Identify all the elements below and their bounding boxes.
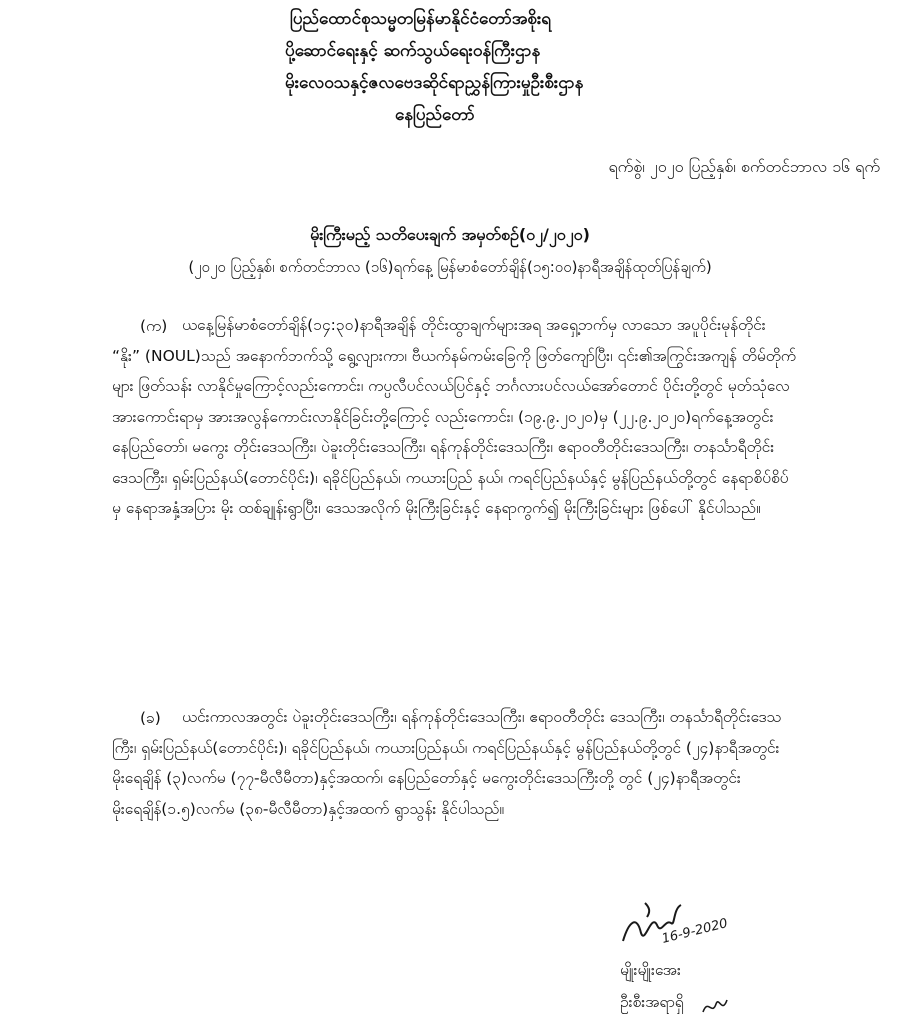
notice-subtitle: (၂၀၂၀ ပြည့်နှစ်၊ စက်တင်ဘာလ (၁၆)ရက်နေ့ မြန်မာစံတော်ချိန်(၁၅:၀၀)နာရီအချိန်ထုတ်ပြန်ချက်)	[188, 258, 712, 276]
paragraph-kha-marker: (ခ)	[140, 709, 161, 727]
signatory-name: မျိုးမျိုးအေး	[620, 961, 681, 979]
notice-title: မိုးကြီးမည့် သတိပေးချက် အမှတ်စဉ်(၀၂/၂၀၂၀)	[310, 225, 590, 244]
signature-date: 16-9-2020	[660, 916, 730, 947]
paragraph-kha-text: ယင်းကာလအတွင်း ပဲခူးတိုင်းဒေသကြီး၊ ရန်ကုန်တိုင်းဒေသကြီး၊ ဧရာဝတီတိုင်း ဒေသကြီး၊ တနင်္သာရီတိုင်းဒေသကြီး၊ ရှမ်းပြည်နယ်(တောင်ပိုင်း)၊ ရခိုင်ပြည်နယ်၊ ကယားပြည်နယ်၊ ကရင်ပြည်နယ်နှင့် မွန်ပြည်နယ်တို့တွင် (၂၄)နာရီအတွင်း မိုးရေချိန် (၃)လက်မ (၇၇-မီလီမီတာ)နှင့်အထက်၊ နေပြည်တော်နှင့် မကွေးတိုင်းဒေသကြီးတို့ တွင် (၂၄)နာရီအတွင်း မိုးရေချိန်(၁.၅)လက်မ (၃၈-မီလီမီတာ)နှင့်အထက် ရွာသွန်း နိုင်ပါသည်။	[112, 708, 782, 818]
paragraph-ka-text: ယနေ့မြန်မာစံတော်ချိန်(၁၄:၃၀)နာရီအချိန် တိုင်းထွာချက်များအရ အရှေ့ဘက်မှ လာသော အပူပိုင်းမုန်တိုင်း “နိုး” (NOUL)သည် အနောက်ဘက်သို့ ရွေ့လျားကာ၊ ဗီယက်နမ်ကမ်းခြေကို ဖြတ်ကျော်ပြီး၊ ၎င်း၏အကြွင်းအကျန် တိမ်တိုက်များ ဖြတ်သန်း လာနိုင်မှုကြောင့်လည်းကောင်း၊ ကပ္ပလီပင်လယ်ပြင်နှင့် ဘင်္ဂလားပင်လယ်အော်တောင် ပိုင်းတို့တွင် မုတ်သုံလေအားကောင်းရာမှ အားအလွန်ကောင်းလာနိုင်ခြင်းတို့ကြောင့် လည်းကောင်း၊ (၁၉.၉.၂၀၂၀)မှ (၂၂.၉.၂၀၂၀)ရက်နေ့အတွင်း နေပြည်တော်၊ မကွေး တိုင်းဒေသကြီး၊ ပဲခူးတိုင်းဒေသကြီး၊ ရန်ကုန်တိုင်းဒေသကြီး၊ ဧရာဝတီတိုင်းဒေသကြီး၊ တနင်္သာရီတိုင်းဒေသကြီး၊ ရှမ်းပြည်နယ်(တောင်ပိုင်း)၊ ရခိုင်ပြည်နယ်၊ ကယားပြည် နယ်၊ ကရင်ပြည်နယ်နှင့် မွန်ပြည်နယ်တို့တွင် နေရာစိပ်စိပ်မှ နေရာအနှံ့အပြား မိုး ထစ်ချုန်းရွာပြီး၊ ဒေသအလိုက် မိုးကြီးခြင်းနှင့် နေရာကွက်၍ မိုးကြီးခြင်းများ ဖြစ်ပေါ် နိုင်ပါသည်။	[112, 316, 796, 517]
paragraph-kha	[112, 702, 797, 824]
header-city: နေပြည်တော်	[395, 105, 475, 125]
paragraph-ka-marker: (က)	[140, 317, 168, 335]
paragraph-ka	[112, 310, 797, 524]
signatory-title: ဦးစီးအရာရှိ	[620, 993, 684, 1011]
initials-mark	[700, 992, 730, 1020]
header-ministry: ပို့ဆောင်ရေးနှင့် ဆက်သွယ်ရေးဝန်ကြီးဌာန	[285, 41, 541, 61]
header-department: မိုးလေဝသနှင့်ဇလဗေဒဆိုင်ရာညွှန်ကြားမှုဦးစီးဌာန	[285, 73, 584, 93]
document-date: ရက်စွဲ၊ ၂၀၂၀ ပြည့်နှစ်၊ စက်တင်ဘာလ ၁၆ ရက်	[608, 157, 880, 176]
signature	[615, 895, 765, 955]
header-government: ပြည်ထောင်စုသမ္မတမြန်မာနိုင်ငံတော်အစိုးရ	[290, 9, 552, 29]
